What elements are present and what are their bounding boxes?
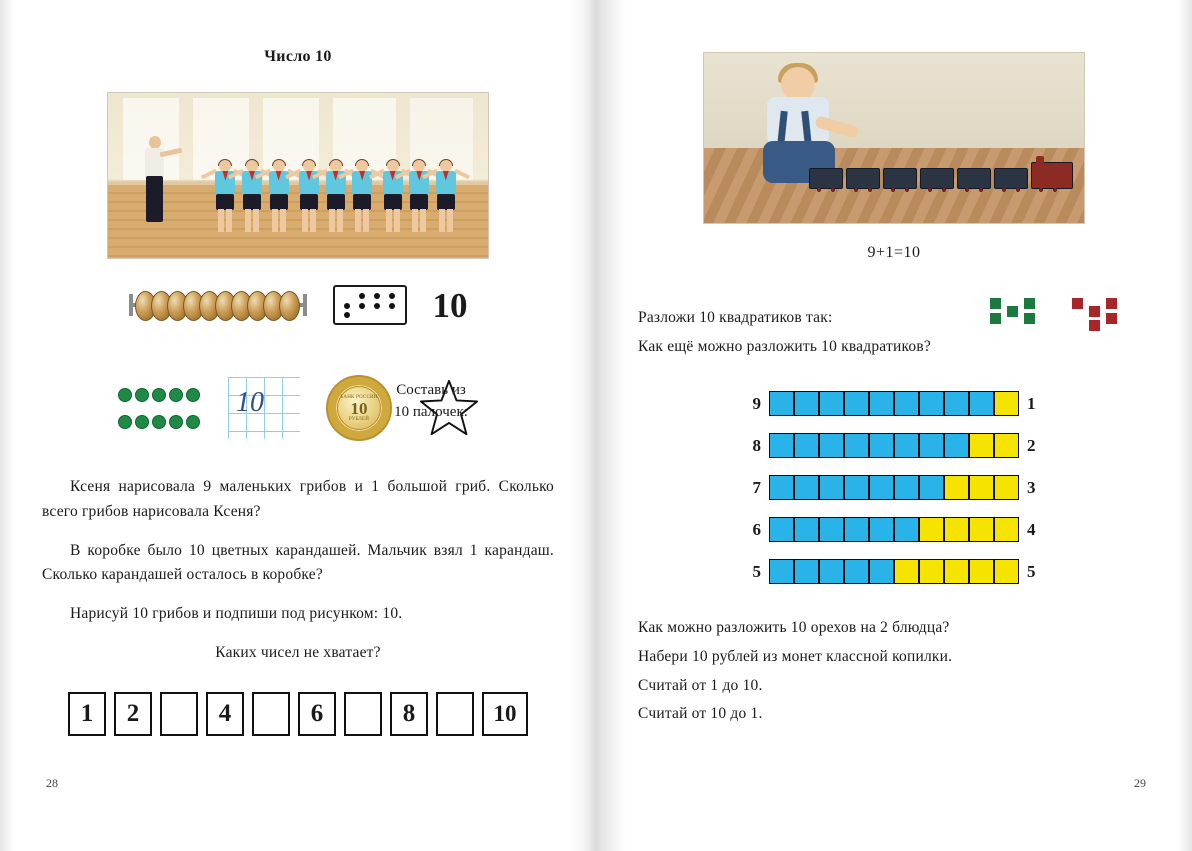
coin-caption-top: БАНК РОССИИ	[340, 394, 378, 400]
equation-nine-plus-one: 9+1=10	[867, 244, 921, 261]
decomposition-bars	[638, 391, 1150, 584]
number-box-empty[interactable]	[252, 692, 290, 736]
pupil-figure	[298, 160, 320, 232]
number-sequence-boxes	[42, 692, 554, 736]
pupil-figure	[241, 160, 263, 232]
problem-paragraph-1: Ксеня нарисовала 9 маленьких грибов и 1 большой гриб. Сколько всего грибов нарисовала Ксеня?	[42, 478, 554, 520]
handwritten-ten: 10	[236, 387, 264, 418]
pupil-figure	[214, 160, 236, 232]
pupil-figure	[435, 160, 457, 232]
coin-value: 10	[350, 398, 368, 418]
page-number-right: 29	[1134, 776, 1146, 790]
number-box[interactable]: 4	[206, 692, 244, 736]
bar-strip[interactable]	[769, 433, 1019, 458]
number-box[interactable]: 8	[390, 692, 428, 736]
boy-with-toy-train-illustration	[703, 52, 1085, 224]
page-title: Число 10	[264, 48, 332, 65]
bar-label-left: 5	[752, 561, 761, 581]
big-number-ten: 10	[432, 285, 468, 325]
bar-label-right: 5	[1027, 561, 1036, 581]
left-text-block	[42, 475, 554, 666]
bottom-task-list	[638, 614, 1150, 729]
bar-label-right: 1	[1027, 393, 1036, 413]
bar-row	[638, 433, 1150, 458]
teacher-figure	[142, 136, 168, 222]
number-box[interactable]: 2	[114, 692, 152, 736]
bar-row	[638, 475, 1150, 500]
problem-paragraph-3: Нарисуй 10 грибов и подпиши под рисунком: 10.	[70, 605, 403, 623]
toy-train	[809, 155, 1073, 189]
bar-label-right: 3	[1027, 477, 1036, 497]
sticks-note-line-2: 10 палочек:	[394, 403, 468, 420]
green-dots-group	[116, 381, 202, 435]
number-box[interactable]: 1	[68, 692, 106, 736]
abacus-icon	[129, 288, 307, 322]
bar-strip[interactable]	[769, 517, 1019, 542]
gym-class-illustration	[107, 92, 489, 259]
bottom-task-4: Считай от 10 до 1.	[638, 705, 763, 723]
pupil-figure	[382, 160, 404, 232]
number-box-empty[interactable]	[344, 692, 382, 736]
handwriting-grid	[228, 377, 300, 439]
problem-paragraph-2: В коробке было 10 цветных карандашей. Мальчик взял 1 карандаш. Сколько карандашей осталось в коробке?	[42, 541, 554, 584]
number-box[interactable]: 6	[298, 692, 336, 736]
bar-label-left: 9	[752, 393, 761, 413]
sticks-note-line-1: Составь из	[396, 382, 466, 398]
bar-label-left: 6	[752, 519, 761, 539]
coin-caption-mid: РУБЛЕЙ	[348, 416, 370, 422]
abacus-domino-row	[42, 285, 554, 325]
mini-squares-sample	[990, 298, 1150, 342]
bar-strip[interactable]	[769, 475, 1019, 500]
coin-ten-rubles-icon	[326, 375, 392, 441]
pupil-figure	[268, 160, 290, 232]
pupil-figure	[408, 160, 430, 232]
bottom-task-1: Как можно разложить 10 орехов на 2 блюдца?	[638, 619, 950, 637]
bar-row	[638, 517, 1150, 542]
bar-label-left: 7	[752, 477, 761, 497]
bar-label-left: 8	[752, 435, 761, 455]
bottom-task-2: Набери 10 рублей из монет классной копилки.	[638, 648, 953, 666]
right-page	[596, 0, 1192, 851]
squares-task-block	[638, 304, 1150, 361]
task-line-2: Как ещё можно разложить 10 квадратиков?	[638, 337, 931, 355]
bar-strip[interactable]	[769, 391, 1019, 416]
pupil-figure	[351, 160, 373, 232]
page-number-left: 28	[46, 776, 58, 790]
number-box[interactable]: 10	[482, 692, 528, 736]
bar-label-right: 2	[1027, 435, 1036, 455]
bottom-task-3: Считай от 1 до 10.	[638, 676, 763, 694]
task-line-1: Разложи 10 квадратиков так:	[638, 309, 833, 326]
bar-strip[interactable]	[769, 559, 1019, 584]
bar-row	[638, 391, 1150, 416]
pupil-figure	[325, 160, 347, 232]
number-box-empty[interactable]	[436, 692, 474, 736]
bar-label-right: 4	[1027, 519, 1036, 539]
number-box-empty[interactable]	[160, 692, 198, 736]
bar-row	[638, 559, 1150, 584]
missing-numbers-question: Каких чисел не хватает?	[215, 643, 381, 661]
domino-icon	[333, 285, 407, 325]
